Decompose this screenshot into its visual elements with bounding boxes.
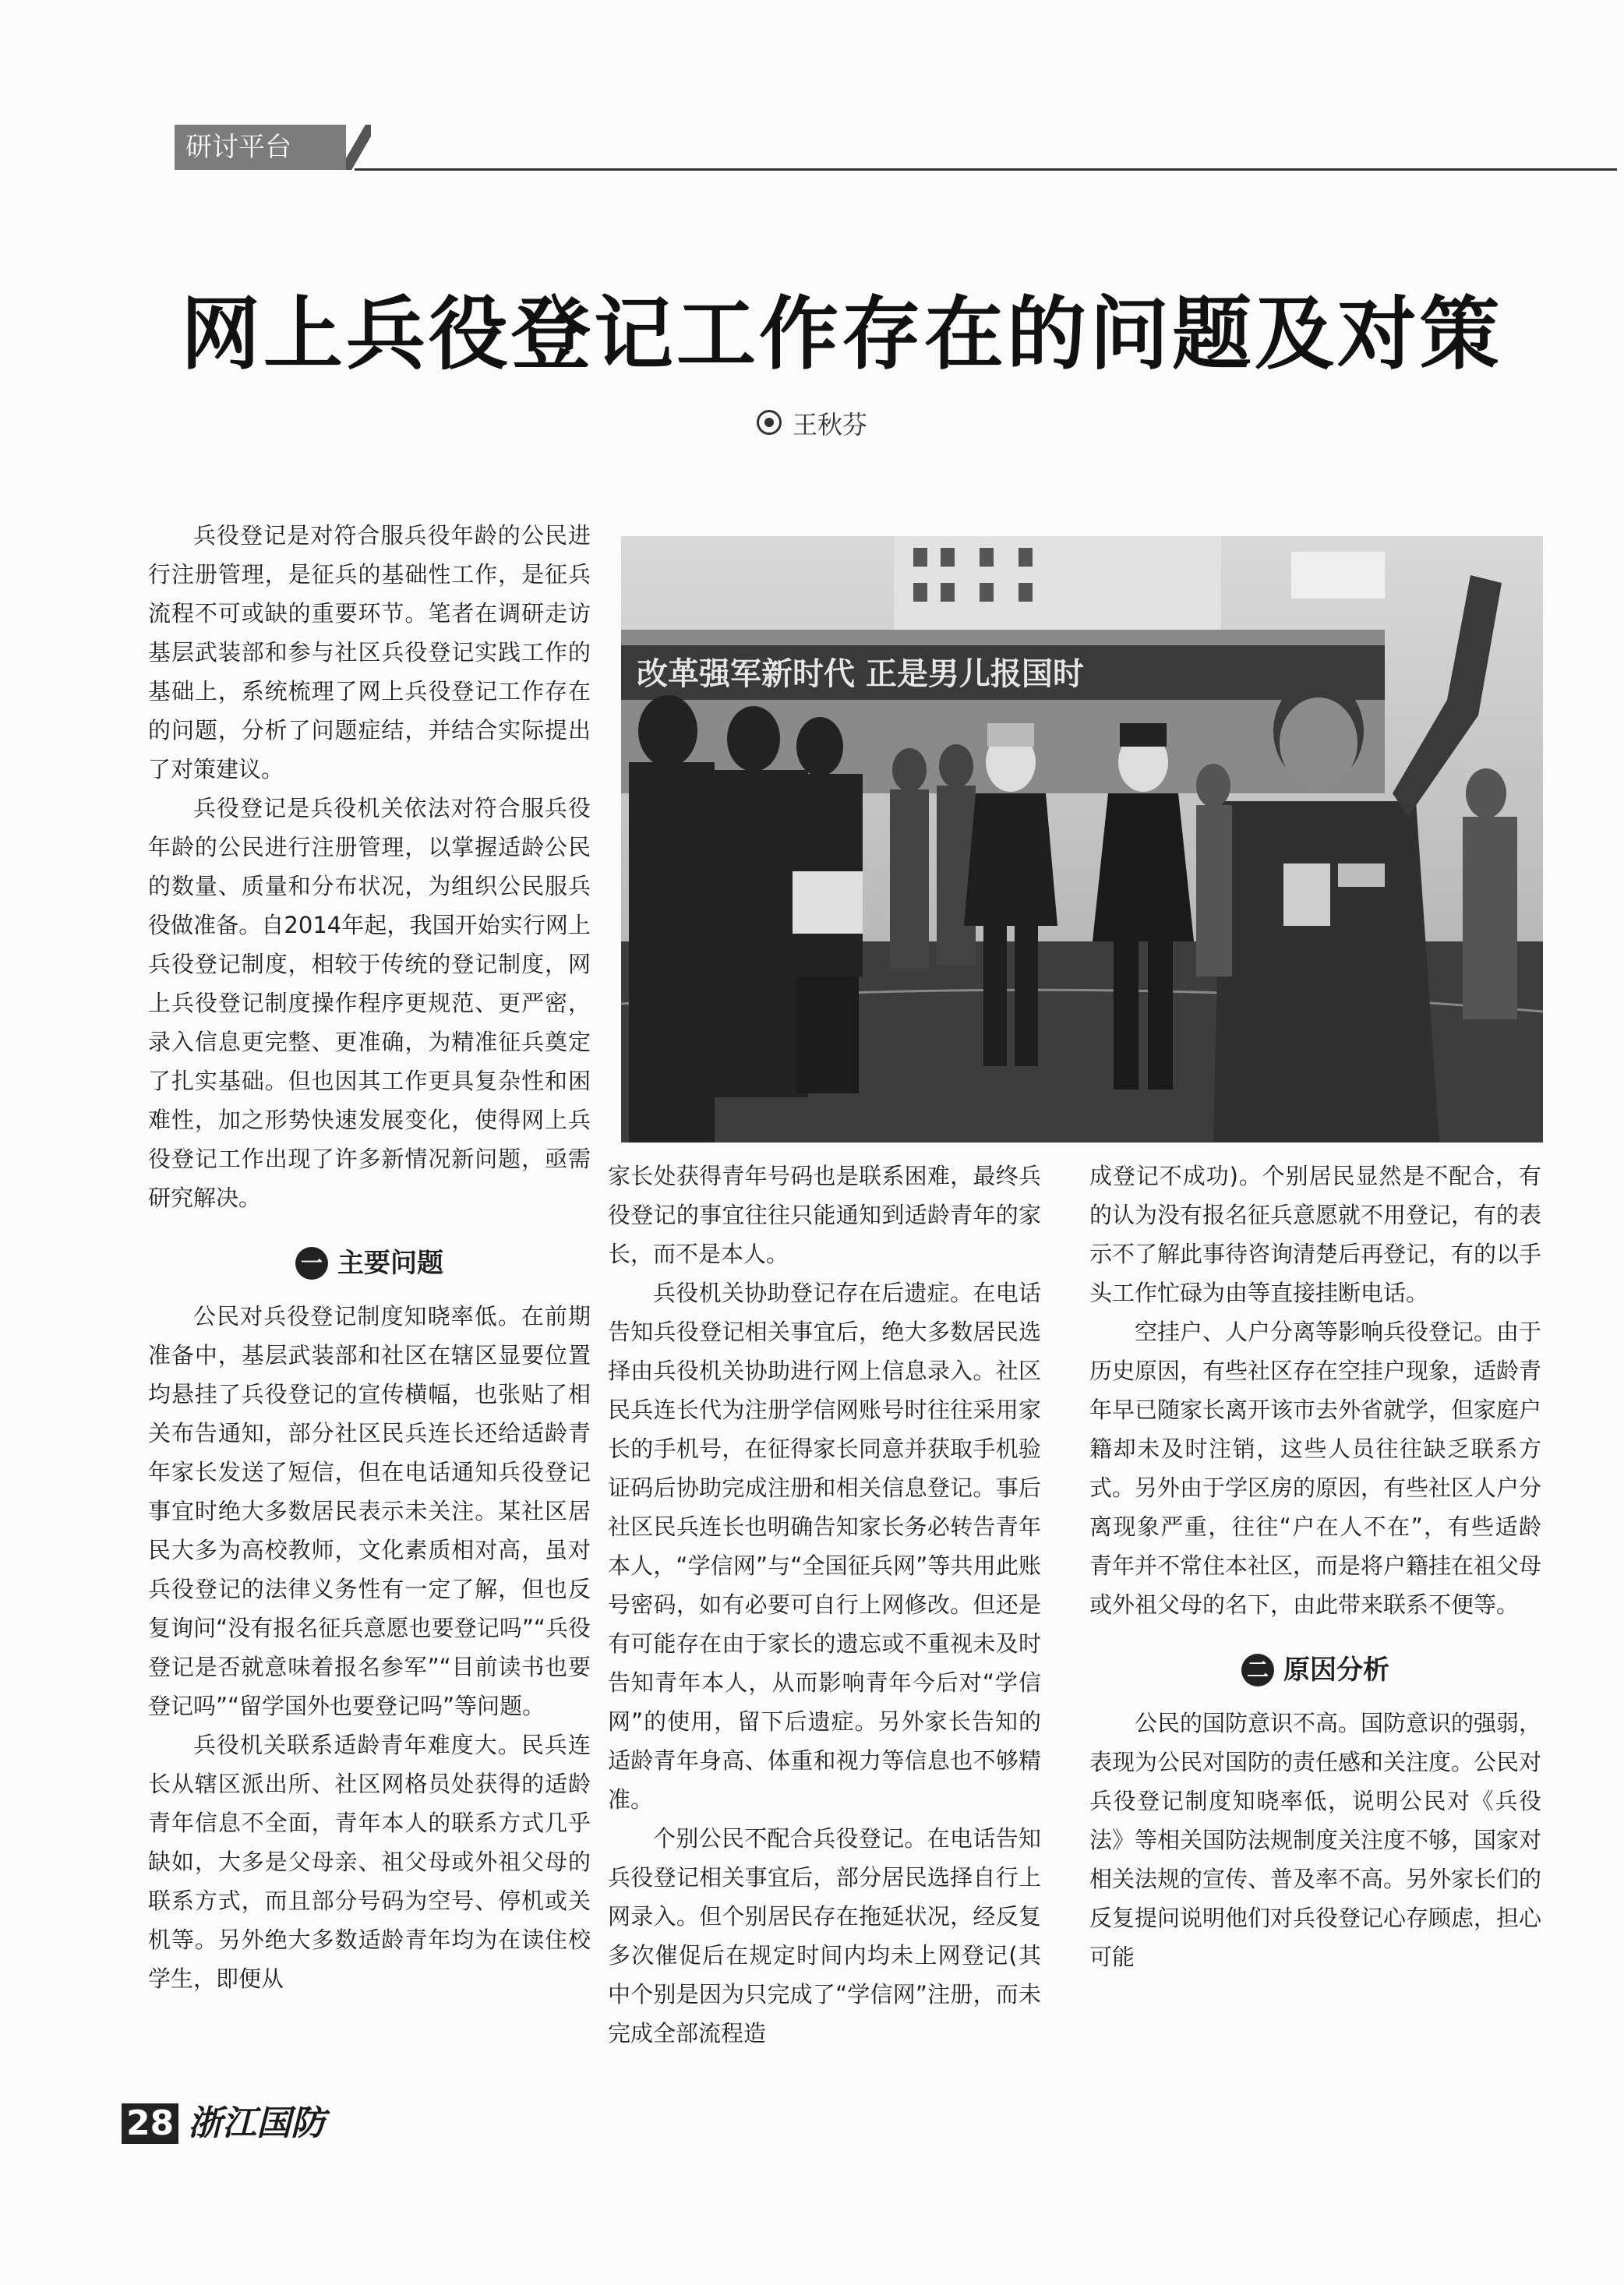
page-footer (122, 2095, 325, 2145)
heading-number: 二 (1241, 1654, 1274, 1686)
paragraph: 空挂户、人户分离等影响兵役登记。由于历史原因，有些社区存在空挂户现象，适龄青年早已随家长离开该市去外省就学，但家庭户籍却未及时注销，这些人员往往缺乏联系方式。另外由于学区房的原因，有些社区人户分离现象严重，往往“户在人不在”，有些适龄青年并不常住本社区，而是将户籍挂在祖父母或外祖父母的名下，由此带来联系不便等。 (1089, 1319, 1542, 1618)
heading-text: 主要问题 (337, 1248, 443, 1279)
paragraph: 兵役登记是对符合服兵役年龄的公民进行注册管理，是征兵的基础性工作，是征兵流程不可或缺的重要环节。笔者在调研走访基层武装部和参与社区兵役登记实践工作的基础上，系统梳理了网上兵役登记工作存在的问题，分析了问题症结，并结合实际提出了对策建议。 (148, 522, 591, 782)
paragraph: 公民的国防意识不高。国防意识的强弱，表现为公民对国防的责任感和关注度。公民对兵役登记制度知晓率低，说明公民对《兵役法》等相关国防法规制度关注度不够，国家对相关法规的宣传、普及率不高。另外家长们的反复提问说明他们对兵役登记心存顾虑，担心可能 (1089, 1710, 1542, 1970)
bullet-circle-icon (757, 410, 782, 435)
byline (0, 405, 1624, 441)
photo-banner-text: 改革强军新时代 正是男儿报国时 (637, 656, 1084, 692)
author-name: 王秋芬 (792, 410, 867, 440)
paragraph: 兵役机关协助登记存在后遗症。在电话告知兵役登记相关事宜后，绝大多数居民选择由兵役机关协助进行网上信息录入。社区民兵连长代为注册学信网账号时往往采用家长的手机号，在征得家长同意并获取手机验证码后协助完成注册和相关信息登记。事后社区民兵连长也明确告知家长务必转告青年本人，“学信网”与“全国征兵网”等共用此账号密码，如有必要可自行上网修改。但还是有可能存在由于家长的遗忘或不重视未及时告知青年本人，从而影响青年今后对“学信网”的使用，留下后遗症。另外家长告知的适龄青年身高、体重和视力等信息也不够精准。 (608, 1280, 1041, 1813)
article-title: 网上兵役登记工作存在的问题及对策 (181, 288, 1502, 381)
page-number: 28 (122, 2103, 178, 2144)
section-heading-2 (1089, 1651, 1541, 1690)
section-heading-1 (148, 1244, 591, 1283)
paragraph: 家长处获得青年号码也是联系困难，最终兵役登记的事宜往往只能通知到适龄青年的家长，而不是本人。 (608, 1163, 1041, 1267)
article-photo (621, 536, 1543, 1142)
column-1 (148, 516, 591, 1998)
paragraph: 兵役机关联系适龄青年难度大。民兵连长从辖区派出所、社区网格员处获得的适龄青年信息不全面，青年本人的联系方式几乎缺如，大多是父母亲、祖父母或外祖父母的联系方式，而且部分号码为空号、停机或关机等。另外绝大多数适龄青年均为在读住校学生，即便从 (148, 1732, 591, 1992)
header-rule (355, 168, 1617, 171)
section-tag: 研讨平台 (175, 125, 346, 170)
paragraph: 公民对兵役登记制度知晓率低。在前期准备中，基层武装部和社区在辖区显要位置均悬挂了兵役登记的宣传横幅，也张贴了相关布告通知，部分社区民兵连长还给适龄青年家长发送了短信，但在电话通知兵役登记事宜时绝大多数居民表示未关注。某社区居民大多为高校教师，文化素质相对高，虽对兵役登记的法律义务性有一定了解，但也反复询问“没有报名征兵意愿也要登记吗”“兵役登记是否就意味着报名参军”“目前读书也要登记吗”“留学国外也要登记吗”等问题。 (148, 1303, 591, 1719)
heading-number: 一 (295, 1247, 328, 1280)
paragraph: 成登记不成功)。个别居民显然是不配合，有的认为没有报名征兵意愿就不用登记，有的表示不了解此事待咨询清楚后再登记，有的以手头工作忙碌为由等直接挂断电话。 (1089, 1163, 1542, 1306)
magazine-name: 浙江国防 (188, 2103, 326, 2143)
paragraph: 个别公民不配合兵役登记。在电话告知兵役登记相关事宜后，部分居民选择自行上网录入。但个别居民存在拖延状况，经反复多次催促后在规定时间内均未上网登记(其中个别是因为只完成了“学信网”注册，而未完成全部流程造 (608, 1825, 1041, 2047)
column-2 (608, 1157, 1041, 2053)
heading-text: 原因分析 (1283, 1655, 1389, 1686)
paragraph: 兵役登记是兵役机关依法对符合服兵役年龄的公民进行注册管理，以掌握适龄公民的数量、质量和分布状况，为组织公民服兵役做准备。自2014年起，我国开始实行网上兵役登记制度，相较于传统的登记制度，网上兵役登记制度操作程序更规范、更严密，录入信息更完整、更准确，为精准征兵奠定了扎实基础。但也因其工作更具复杂性和困难性，加之形势快速发展变化，使得网上兵役登记工作出现了许多新情况新问题，亟需研究解决。 (148, 795, 591, 1211)
column-3 (1089, 1157, 1541, 1976)
